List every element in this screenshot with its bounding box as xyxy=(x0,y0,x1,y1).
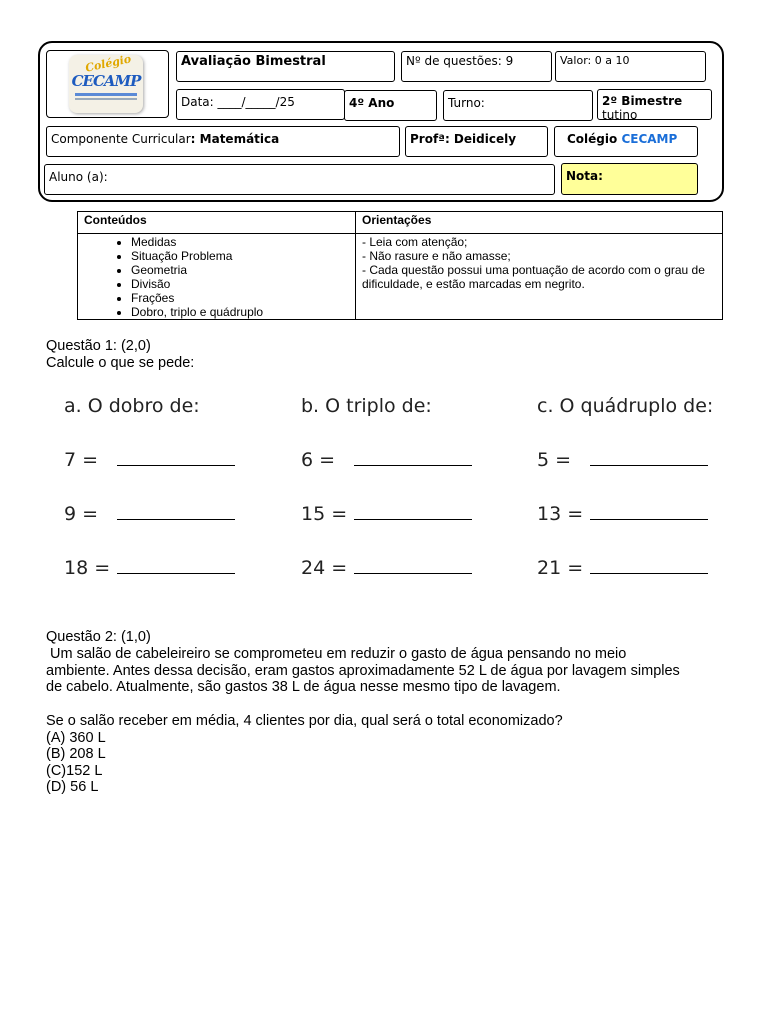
guidelines-cell xyxy=(356,234,723,320)
q1-item-label: 7 = xyxy=(64,449,99,471)
answer-blank[interactable] xyxy=(354,505,472,520)
answer-blank[interactable] xyxy=(354,451,472,466)
q1-item xyxy=(301,557,481,579)
list-item: • Geometria xyxy=(131,263,349,277)
num-questions: Nº de questões: 9 xyxy=(401,51,552,82)
q1-item-label: 15 = xyxy=(301,503,348,525)
logo-stripe-thin xyxy=(75,98,137,100)
school-box xyxy=(554,126,698,157)
q1-heading-quadruple: c. O quádruplo de: xyxy=(537,395,714,417)
grade-year: 4º Ano xyxy=(344,90,437,121)
list-item: • Divisão xyxy=(131,277,349,291)
subject-label: Componente Curricular xyxy=(51,132,191,146)
grade-score-field[interactable]: Nota: xyxy=(561,163,698,195)
guidelines-header: Orientações xyxy=(356,212,723,234)
option-c[interactable]: (C)152 L xyxy=(46,763,103,779)
question1-instruction: Calcule o que se pede: xyxy=(46,355,195,371)
question2-prompt: Se o salão receber em média, 4 clientes por dia, qual será o total economizado? xyxy=(46,713,563,729)
answer-blank[interactable] xyxy=(590,451,708,466)
guideline-item: - Não rasure e não amasse; xyxy=(362,249,511,263)
q1-heading-triple: b. O triplo de: xyxy=(301,395,432,417)
q1-item-label: 5 = xyxy=(537,449,572,471)
q1-item-label: 6 = xyxy=(301,449,336,471)
subject-value: : Matemática xyxy=(190,132,280,146)
list-item: • Medidas xyxy=(131,235,349,249)
subject-box xyxy=(46,126,400,157)
q1-item xyxy=(537,449,717,471)
school-name: CECAMP xyxy=(621,132,678,146)
q1-item-label: 21 = xyxy=(537,557,584,579)
option-a[interactable]: (A) 360 L xyxy=(46,730,106,746)
question2-title: Questão 2: (1,0) xyxy=(46,629,151,645)
q1-item xyxy=(64,557,244,579)
bimester-overflow: tutino xyxy=(602,108,638,120)
answer-blank[interactable] xyxy=(590,505,708,520)
date-field[interactable]: Data: ____/_____/25 xyxy=(176,89,345,120)
student-name-field[interactable]: Aluno (a): xyxy=(44,164,555,195)
school-prefix: Colégio xyxy=(567,132,622,146)
q1-item xyxy=(64,449,244,471)
logo-stripe xyxy=(75,93,137,96)
bimester-box xyxy=(597,89,712,120)
guideline-item: - Leia com atenção; xyxy=(362,235,468,249)
value-range: Valor: 0 a 10 xyxy=(555,51,706,82)
logo-badge xyxy=(69,52,143,113)
q1-heading-double: a. O dobro de: xyxy=(64,395,200,417)
question2-paragraph: Um salão de cabeleireiro se comprometeu em reduzir o gasto de água pensando no meio ambiente. Antes dessa decisão, eram gastos aproximadamente 52 L de água por lavagem simples de cabelo. Atualmente, são gastos 38 L de água nesse mesmo tipo de lavagem. xyxy=(46,646,684,695)
contents-header: Conteúdos xyxy=(78,212,356,234)
q1-item xyxy=(537,557,717,579)
option-d[interactable]: (D) 56 L xyxy=(46,779,99,795)
guideline-item: - Cada questão possui uma pontuação de acordo com o grau de dificuldade, e estão marcadas em negrito. xyxy=(362,263,705,291)
list-item: • Situação Problema xyxy=(131,249,349,263)
q1-item-label: 9 = xyxy=(64,503,99,525)
q1-item xyxy=(537,503,717,525)
contents-table xyxy=(77,211,723,320)
q1-item xyxy=(301,449,481,471)
exam-title: Avaliação Bimestral xyxy=(176,51,395,82)
answer-blank[interactable] xyxy=(117,559,235,574)
list-item: • Frações xyxy=(131,291,349,305)
logo-main-text: CECAMP xyxy=(71,72,141,90)
q1-item xyxy=(64,503,244,525)
answer-blank[interactable] xyxy=(117,451,235,466)
shift-field[interactable]: Turno: xyxy=(443,90,593,121)
contents-list xyxy=(84,235,349,319)
q1-item-label: 18 = xyxy=(64,557,111,579)
bimester-label: 2º Bimestre xyxy=(602,94,683,108)
answer-blank[interactable] xyxy=(590,559,708,574)
answer-blank[interactable] xyxy=(354,559,472,574)
answer-blank[interactable] xyxy=(117,505,235,520)
q1-item xyxy=(301,503,481,525)
q1-item-label: 13 = xyxy=(537,503,584,525)
q1-item-label: 24 = xyxy=(301,557,348,579)
school-logo xyxy=(46,50,169,118)
logo-script-text: Colégio xyxy=(84,52,133,75)
teacher-name: Profª: Deidicely xyxy=(405,126,548,157)
option-b[interactable]: (B) 208 L xyxy=(46,746,106,762)
question1-title: Questão 1: (2,0) xyxy=(46,338,151,354)
contents-cell xyxy=(78,234,356,320)
list-item: • Dobro, triplo e quádruplo xyxy=(131,305,349,319)
